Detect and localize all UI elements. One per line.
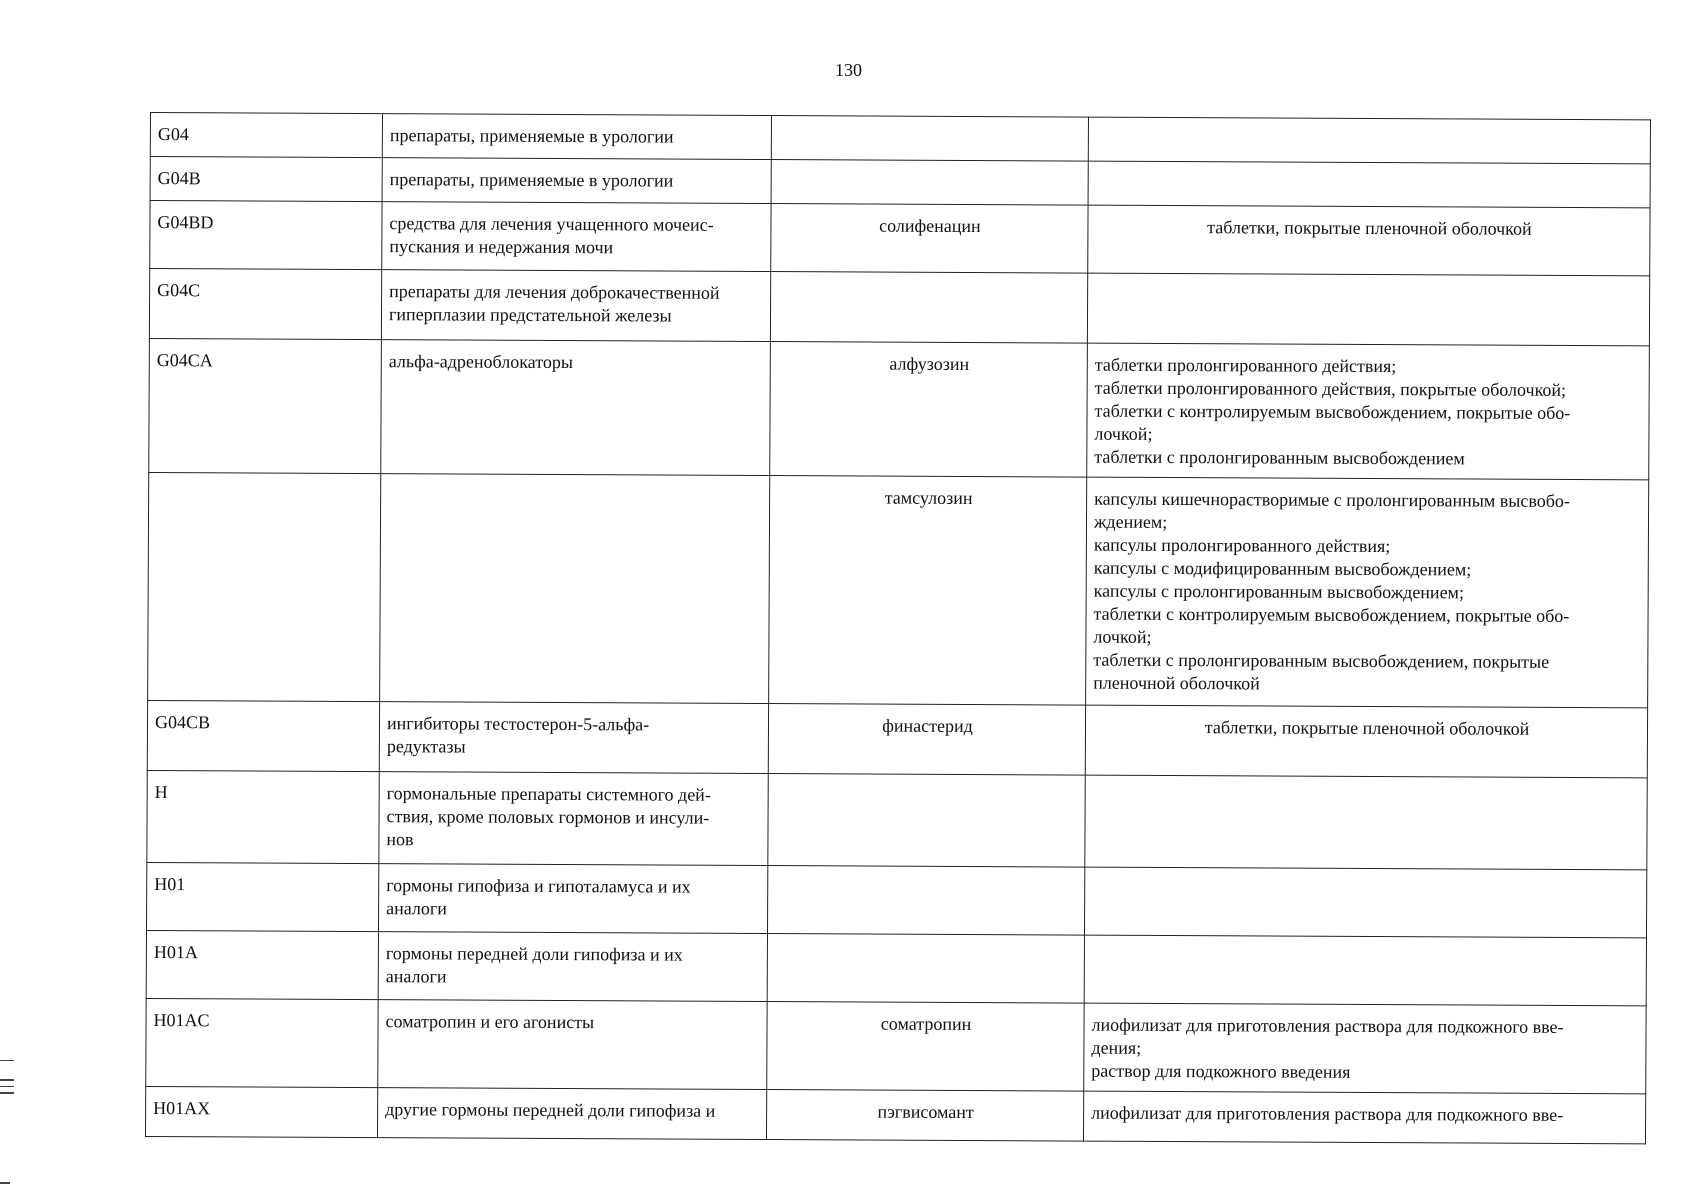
drug-name-cell <box>768 774 1085 868</box>
drug-name-cell <box>767 866 1084 936</box>
dosage-form-cell <box>1084 935 1646 1006</box>
group-name-cell: ингибиторы тестостерон-5-альфа- редуктазы <box>379 702 768 774</box>
atc-code-cell: H01AX <box>145 1086 377 1137</box>
drug-name-cell: тамсулозин <box>769 476 1087 706</box>
dosage-form-cell: лиофилизат для приготовления раствора для подкожного вве- дения; раствор для подкожного введения <box>1084 1003 1646 1094</box>
dosage-form-cell <box>1087 273 1649 346</box>
margin-scan-marks <box>0 1060 14 1099</box>
drug-name-cell <box>767 934 1084 1004</box>
group-name-cell: препараты, применяемые в урологии <box>382 158 771 204</box>
dosage-form-cell <box>1088 161 1650 208</box>
group-name-cell: средства для лечения учащенного мочеис- пускания и недержания мочи <box>382 202 771 272</box>
drug-name-cell: алфузозин <box>770 342 1088 478</box>
atc-code-cell: G04 <box>150 113 382 158</box>
table-row <box>149 338 1650 479</box>
table-row <box>147 770 1647 869</box>
drug-name-cell: солифенацин <box>771 204 1088 274</box>
atc-code-cell: G04B <box>150 157 382 202</box>
dosage-form-cell <box>1084 867 1646 938</box>
atc-code-cell: G04CA <box>149 338 382 473</box>
atc-code-cell <box>148 472 381 701</box>
drug-name-cell: финастерид <box>768 704 1085 776</box>
group-name-cell: другие гормоны передней доли гипофиза и <box>377 1088 766 1140</box>
table-row <box>147 862 1647 937</box>
medication-table <box>145 112 1651 1144</box>
dosage-form-cell: таблетки пролонгированного действия; таблетки пролонгированного действия, покрытые оболочкой; таблетки с контролируемым высвобождением, покрытые обо- лочкой; таблетки с пролонгированным высвобождением <box>1087 343 1650 480</box>
atc-code-cell: H01 <box>147 862 379 931</box>
atc-code-cell: H01AC <box>146 998 378 1087</box>
drug-name-cell: соматропин <box>767 1002 1084 1092</box>
group-name-cell <box>380 474 770 704</box>
group-name-cell: гормоны передней доли гипофиза и их аналоги <box>378 932 767 1002</box>
page-number: 130 <box>835 60 862 80</box>
drug-name-cell <box>771 160 1088 206</box>
table-row <box>150 113 1650 164</box>
table-row <box>150 157 1650 208</box>
table-row <box>146 998 1646 1093</box>
table-row <box>149 269 1649 346</box>
group-name-cell: соматропин и его агонисты <box>378 1000 767 1090</box>
dosage-form-cell: таблетки, покрытые пленочной оболочкой <box>1085 705 1647 778</box>
atc-code-cell: G04BD <box>150 201 382 270</box>
table-row <box>146 930 1646 1005</box>
dosage-form-cell: таблетки, покрытые пленочной оболочкой <box>1088 205 1650 276</box>
atc-code-cell: G04C <box>149 269 381 340</box>
dosage-form-cell <box>1085 775 1647 870</box>
drug-name-cell: пэгвисомант <box>766 1090 1083 1142</box>
dosage-form-cell: лиофилизат для приготовления раствора для подкожного вве- <box>1083 1091 1645 1144</box>
table-row <box>148 472 1649 707</box>
margin-scan-mark <box>0 1182 10 1184</box>
table-row <box>150 201 1650 276</box>
dosage-form-cell <box>1088 117 1650 164</box>
atc-code-cell: G04CB <box>147 700 379 771</box>
atc-code-cell: H <box>147 770 379 863</box>
group-name-cell: альфа-адреноблокаторы <box>381 340 771 476</box>
atc-code-cell: H01A <box>146 930 378 999</box>
table-row <box>147 700 1647 777</box>
table-row <box>145 1086 1645 1143</box>
drug-name-cell <box>771 116 1088 162</box>
group-name-cell: гормональные препараты системного дей- ствия, кроме половых гормонов и инсули- нов <box>379 772 768 866</box>
drug-name-cell <box>770 272 1087 344</box>
group-name-cell: препараты, применяемые в урологии <box>382 114 771 160</box>
group-name-cell: гормоны гипофиза и гипоталамуса и их аналоги <box>378 864 767 934</box>
dosage-form-cell: капсулы кишечнорастворимые с пролонгированным высвобо- ждением; капсулы пролонгированного действия; капсулы с модифицированным высвобождением; капсулы с пролонгированным высвобождением; таблетки с контролируемым высвобождением, покрытые обо- лочкой; таблетки с пролонгированным высвобождением, покрытые пленочной оболочкой <box>1086 477 1649 708</box>
group-name-cell: препараты для лечения доброкачественной гиперплазии предстательной железы <box>381 270 770 342</box>
